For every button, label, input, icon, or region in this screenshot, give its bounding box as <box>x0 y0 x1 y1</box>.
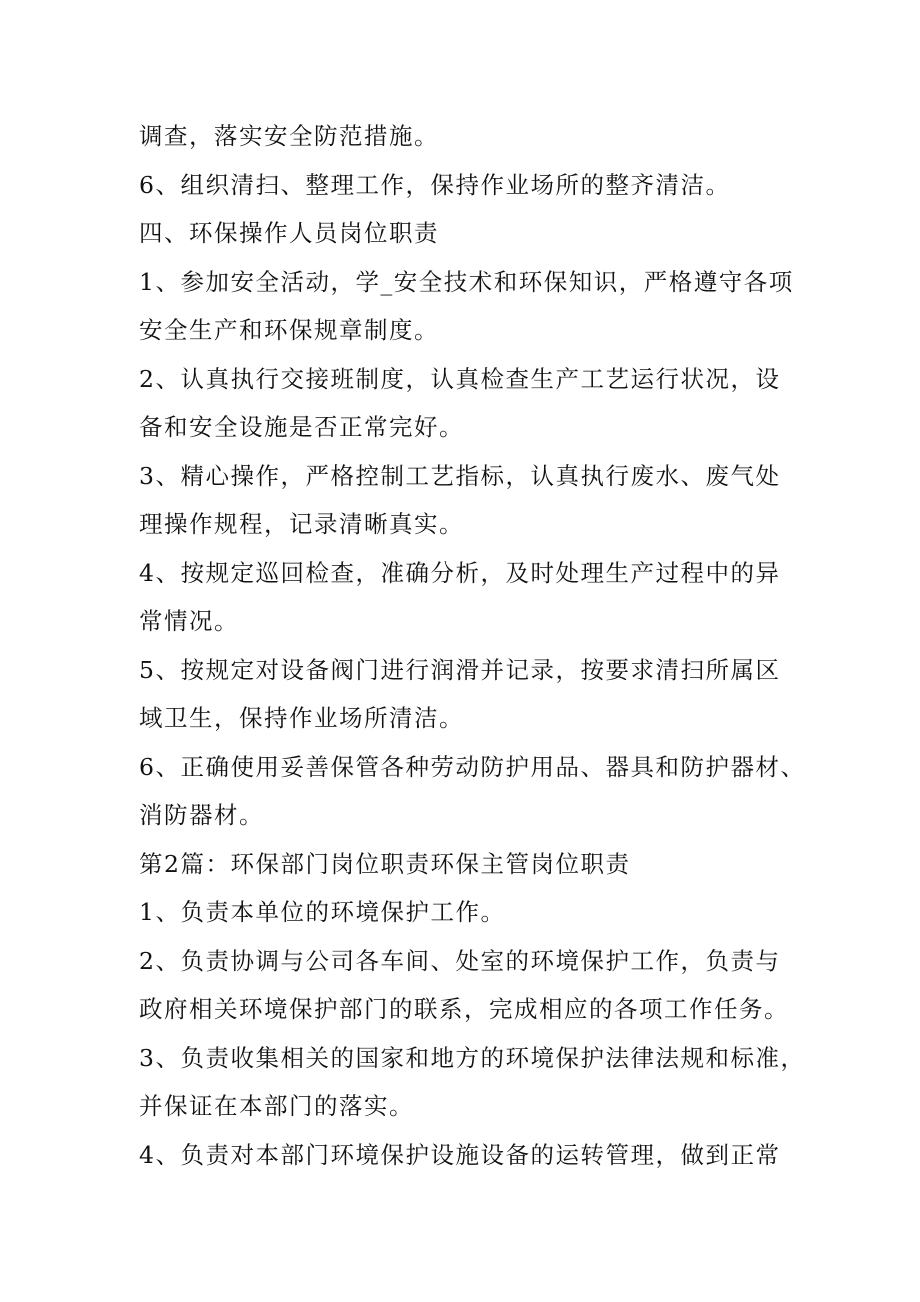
text-line: 理操作规程，记录清晰真实。 <box>139 510 464 538</box>
text-line: 常情况。 <box>139 607 239 635</box>
text-line: 调查，落实安全防范措施。 <box>139 122 439 150</box>
text-line: 1、参加安全活动，学_安全技术和环保知识，严格遵守各项 <box>139 267 794 296</box>
text-line: 并保证在本部门的落实。 <box>139 1092 414 1120</box>
text-line: 5、按规定对设备阀门进行润滑并记录，按要求清扫所属区 <box>139 655 781 684</box>
text-line: 政府相关环境保护部门的联系，完成相应的各项工作任务。 <box>139 995 789 1023</box>
section-heading: 四、环保操作人员岗位职责 <box>139 219 439 247</box>
text-line: 消防器材。 <box>139 801 264 829</box>
text-line: 2、负责协调与公司各车间、处室的环境保护工作，负责与 <box>139 946 781 975</box>
text-line: 3、精心操作，严格控制工艺指标，认真执行废水、废气处 <box>139 461 781 490</box>
text-line: 安全生产和环保规章制度。 <box>139 316 439 344</box>
section-heading: 第2篇：环保部门岗位职责环保主管岗位职责 <box>139 849 631 878</box>
text-line: 3、负责收集相关的国家和地方的环境保护法律法规和标准， <box>139 1043 806 1072</box>
text-line: 6、正确使用妥善保管各种劳动防护用品、器具和防护器材、 <box>139 752 806 781</box>
text-line: 6、组织清扫、整理工作，保持作业场所的整齐清洁。 <box>139 170 731 199</box>
text-line: 备和安全设施是否正常完好。 <box>139 413 464 441</box>
text-line: 2、认真执行交接班制度，认真检查生产工艺运行状况，设 <box>139 364 781 393</box>
text-line: 域卫生，保持作业场所清洁。 <box>139 704 464 732</box>
text-line: 4、负责对本部门环境保护设施设备的运转管理，做到正常 <box>139 1140 781 1169</box>
text-line: 4、按规定巡回检查，准确分析，及时处理生产过程中的异 <box>139 558 781 587</box>
text-line: 1、负责本单位的环境保护工作。 <box>139 898 506 926</box>
document-body <box>139 112 806 1179</box>
